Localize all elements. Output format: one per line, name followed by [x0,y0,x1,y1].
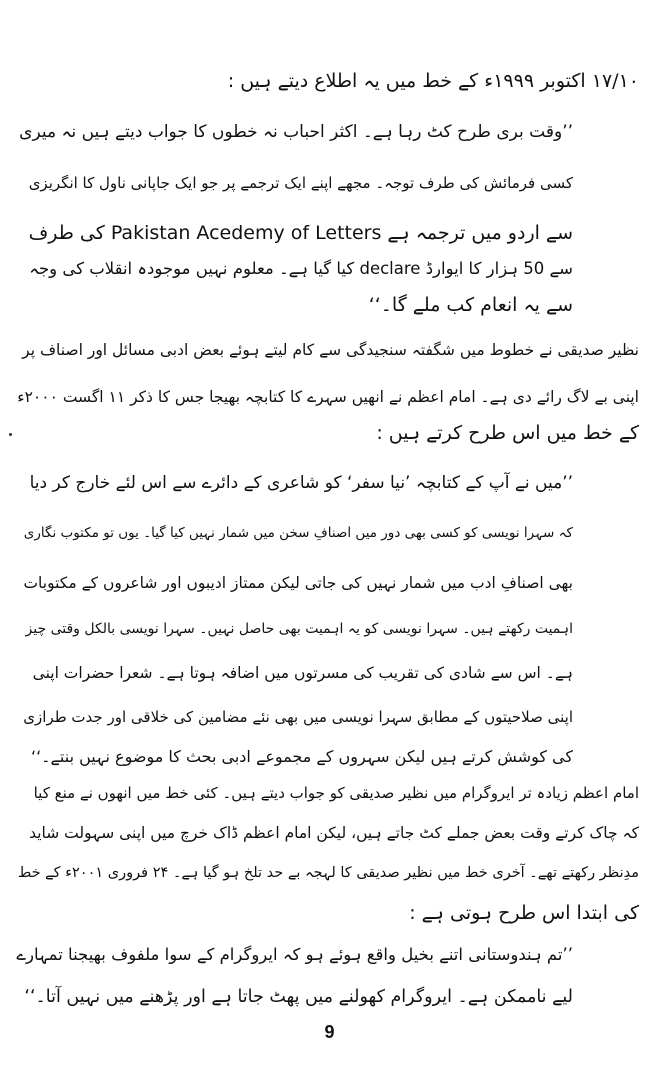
quote-line: سے اردو میں ترجمہ ہے Pakistan Acedemy of Letters کی طرف [28,222,573,244]
quote-line: کہ سہرا نویسی کو کسی بھی دور میں اصنافِ سخن میں شمار نہیں کیا گیا۔ یوں تو مکتوب نگاری [23,525,573,541]
text-line: مدِنظر رکھتے تھے۔ آخری خط میں نظیر صدیقی کا لہجہ بے حد تلخ ہو گیا ہے۔ ۲۴ فروری ۲۰۰۱ء کے خط [17,865,639,881]
text-line: اپنی بے لاگ رائے دی ہے۔ امام اعظم نے انھیں سہرے کا کتابچہ بھیجا جس کا ذکر ۱۱ اگست ۲۰۰۰ء [17,388,639,406]
text-line: امام اعظم زیادہ تر ایروگرام میں نظیر صدیقی کو جواب دیتے ہیں۔ کئی خط میں انھوں نے منع کیا [33,784,639,802]
text-line: کے خط میں اس طرح کرتے ہیں : [376,422,639,444]
quote-line: ہے۔ اس سے شادی کی تقریب کی مسرتوں میں اضافہ ہوتا ہے۔ شعرا حضرات اپنی [32,664,573,682]
quote-line: لیے ناممکن ہے۔ ایروگرام کھولنے میں پھٹ جاتا ہے اور پڑھنے میں نہیں آتا۔‘‘ [24,987,573,1007]
quote-line: ’’میں نے آپ کے کتابچہ ’نیا سفر‘ کو شاعری کے دائرے سے اس لئے خارج کر دیا [29,473,573,493]
text-line: کی ابتدا اس طرح ہوتی ہے : [409,902,639,924]
quote-line: سے 50 ہزار کا ایوارڈ declare کیا گیا ہے۔ معلوم نہیں موجودہ انقلاب کی وجہ [29,259,573,278]
quote-line: ’’تم ہندوستانی اتنے بخیل واقع ہوئے ہو کہ ایروگرام کے سوا ملفوف بھیجنا تمہارے [16,945,573,964]
quote-line: سے یہ انعام کب ملے گا۔‘‘ [368,294,573,316]
quote-line: بھی اصنافِ ادب میں شمار نہیں کی جاتی لیکن ممتاز ادیبوں اور شاعروں کے مکتوبات [23,574,573,592]
quote-line: اہمیت رکھتے ہیں۔ سہرا نویسی کو یہ اہمیت بھی حاصل نہیں۔ سہرا نویسی بالکل وقتی چیز [25,621,573,637]
quote-line: کی کوشش کرتے ہیں لیکن سہروں کے مجموعے ادبی بحث کا موضوع نہیں بنتے۔‘‘ [31,747,573,766]
scan-speck [9,433,12,436]
text-line: نظیر صدیقی نے خطوط میں شگفتہ سنجیدگی سے کام لیتے ہوئے بعض ادبی مسائل اور اصناف پر [22,341,639,359]
page-number: 9 [324,1022,335,1042]
text-line: ۱۷/۱۰ اکتوبر ۱۹۹۹ء کے خط میں یہ اطلاع دیتے ہیں : [227,70,639,92]
text-line: کہ چاک کرتے وقت بعض جملے کٹ جاتے ہیں، لیکن امام اعظم ڈاک خرچ میں اپنی سہولت شاید [29,824,639,842]
quote-line: اپنی صلاحیتوں کے مطابق سہرا نویسی میں بھی نئے مضامین کی خلاقی اور جدت طرازی [23,708,573,726]
quote-line: ’’وقت بری طرح کٹ رہا ہے۔ اکثر احباب نہ خطوں کا جواب دیتے ہیں نہ میری [19,122,573,142]
quote-line: کسی فرمائش کی طرف توجہ۔ مجھے اپنے ایک ترجمے پر جو ایک جاپانی ناول کا انگریزی [28,174,573,192]
